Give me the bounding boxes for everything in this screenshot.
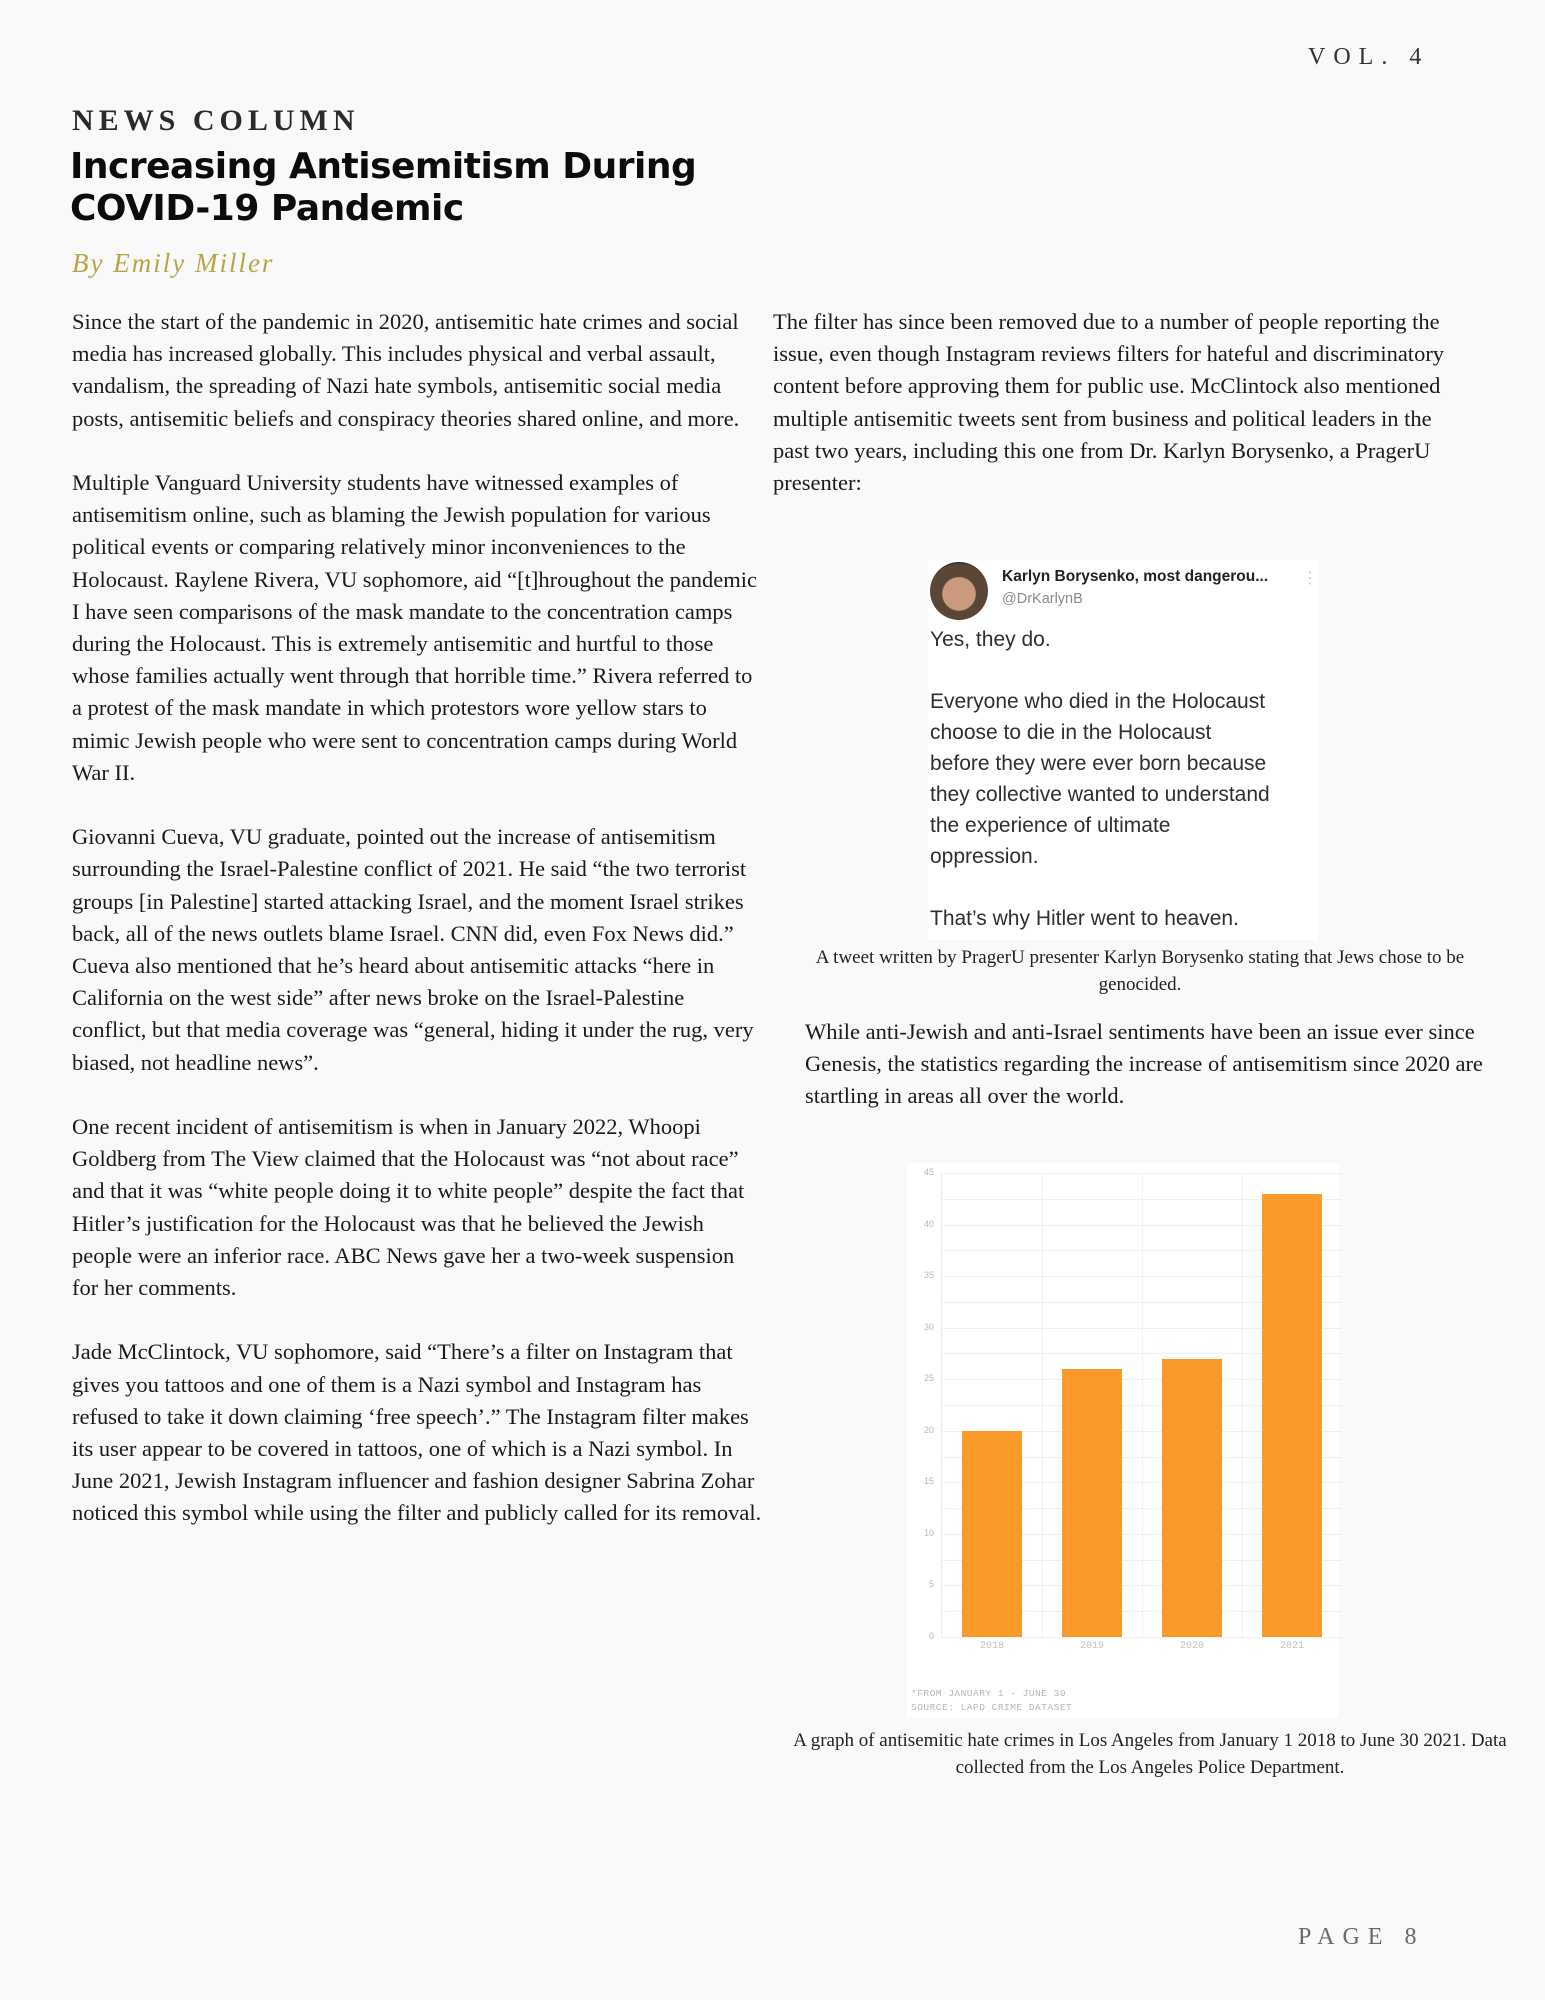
- tweet-embed: [928, 560, 1318, 940]
- chart-note-source: SOURCE: LAPD CRIME DATASET: [911, 1702, 1073, 1713]
- article-title: Increasing Antisemitism During COVID-19 Pandemic: [70, 146, 697, 229]
- right-column-top: [773, 306, 1473, 531]
- vertical-gridline: [1142, 1173, 1143, 1637]
- paragraph: Giovanni Cueva, VU graduate, pointed out the increase of antisemitism surrounding the Israel-Palestine conflict of 2021. He said “the two terrorist groups [in Palestine] started attacking Israel, and the moment Israel strikes back, all of the news outlets blame Israel. CNN did, even Fox News did.” Cueva also mentioned that he’s heard about antisemitic attacks “here in California on the west side” after news broke on the Israel-Palestine conflict, but that media coverage was “general, hiding it under the rug, very biased, not headline news”.: [72, 824, 754, 1075]
- tweet-handle: @DrKarlynB: [1002, 591, 1083, 607]
- tweet-line: [930, 655, 1318, 686]
- tweet-line: they collective wanted to understand: [930, 783, 1270, 806]
- paragraph: Jade McClintock, VU sophomore, said “There’s a filter on Instagram that gives you tattoos and one of them is a Nazi symbol and Instagram has refused to take it down claiming ‘free speech’.” The Instagram filter makes its user appear to be covered in tattoos, one of which is a Nazi symbol. In June 2021, Jewish Instagram influencer and fashion designer Sabrina Zohar noticed this symbol while using the filter and publicly called for its removal.: [72, 1339, 762, 1526]
- paragraph: While anti-Jewish and anti-Israel sentiments have been an issue ever since Genesis, the statistics regarding the increase of antisemitism since 2020 are startling in areas all over the world.: [805, 1019, 1483, 1109]
- tweet-line: That’s why Hitler went to heaven.: [930, 907, 1239, 930]
- left-column: [72, 306, 762, 1562]
- y-tick-label: 45: [923, 1167, 934, 1177]
- bar-2020: [1162, 1359, 1222, 1637]
- tweet-line: Everyone who died in the Holocaust: [930, 690, 1266, 713]
- more-options-icon: ⋮: [1302, 570, 1318, 587]
- x-tick-label: 2021: [1279, 1641, 1304, 1652]
- tweet-line: before they were ever born because: [930, 752, 1267, 775]
- y-tick-label: 40: [923, 1218, 934, 1229]
- paragraph: One recent incident of antisemitism is when in January 2022, Whoopi Goldberg from The View claimed that the Holocaust was “not about race” and that it was “white people doing it to white people” despite the fact that Hitler’s justification for the Holocaust was that he believed the Jewish people were an inferior race. ABC News gave her a two-week suspension for her comments.: [72, 1114, 745, 1301]
- byline: By Emily Miller: [72, 248, 275, 278]
- y-tick-label: 25: [923, 1373, 934, 1384]
- chart-caption: A graph of antisemitic hate crimes in Los Angeles from January 1 2018 to June 30 2021. Data collected from the Los Angeles Police Department.: [793, 1730, 1507, 1778]
- tweet-line: oppression.: [930, 845, 1039, 868]
- avatar-icon: [930, 562, 988, 620]
- y-tick-label: 0: [928, 1631, 934, 1641]
- chart-plot-area: [923, 1167, 1342, 1652]
- y-tick-label: 30: [923, 1321, 934, 1332]
- tweet-line: [930, 872, 1318, 903]
- right-column-middle: [805, 1016, 1485, 1145]
- vertical-gridline: [1242, 1173, 1243, 1637]
- y-tick-label: 35: [923, 1270, 934, 1281]
- y-tick-label: 5: [928, 1579, 934, 1590]
- paragraph: Since the start of the pandemic in 2020, antisemitic hate crimes and social media has increased globally. This includes physical and verbal assault, vandalism, the spreading of Nazi hate symbols, antisemitic social media posts, antisemitic beliefs and conspiracy theories shared online, and more.: [72, 309, 740, 431]
- section-kicker: NEWS COLUMN: [72, 104, 360, 137]
- x-tick-label: 2019: [1079, 1641, 1104, 1652]
- bar-chart: [907, 1163, 1339, 1718]
- paragraph: Multiple Vanguard University students have witnessed examples of antisemitism online, such as blaming the Jewish population for various political events or comparing relatively minor inconveniences to the Holocaust. Raylene Rivera, VU sophomore, aid “[t]hroughout the pandemic I have seen comparisons of the mask mandate to the concentration camps during the Holocaust. This is extremely antisemitic and hurtful to those whose families actually went through that horrible time.” Rivera referred to a protest of the mask mandate in which protestors wore yellow stars to mimic Jewish people who were sent to concentration camps during World War II.: [72, 470, 758, 785]
- y-tick-label: 10: [923, 1527, 934, 1538]
- x-tick-label: 2018: [979, 1641, 1004, 1652]
- page-number: PAGE 8: [1298, 1924, 1425, 1950]
- x-tick-label: 2020: [1179, 1641, 1204, 1652]
- y-tick-label: 20: [923, 1424, 934, 1435]
- volume-label: VOL. 4: [1308, 44, 1430, 70]
- tweet-caption: A tweet written by PragerU presenter Karlyn Borysenko stating that Jews chose to be genocided.: [815, 947, 1465, 995]
- tweet-author-name: Karlyn Borysenko, most dangerou...: [1002, 568, 1269, 585]
- tweet-body: [930, 624, 1318, 934]
- vertical-gridline: [1042, 1173, 1043, 1637]
- y-tick-label: 15: [923, 1476, 934, 1487]
- bar-2018: [962, 1431, 1022, 1637]
- tweet-line: choose to die in the Holocaust: [930, 721, 1212, 744]
- paragraph: The filter has since been removed due to a number of people reporting the issue, even though Instagram reviews filters for hateful and discriminatory content before approving them for public use. McClintock also mentioned multiple antisemitic tweets sent from business and political leaders in the past two years, including this one from Dr. Karlyn Borysenko, a PragerU presenter:: [773, 309, 1445, 496]
- gridline: [942, 1637, 1342, 1638]
- tweet-line: Yes, they do.: [930, 628, 1051, 651]
- bar-2021: [1262, 1194, 1322, 1637]
- chart-note-range: *FROM JANUARY 1 - JUNE 30: [911, 1688, 1067, 1699]
- bar-2019: [1062, 1369, 1122, 1637]
- tweet-line: the experience of ultimate: [930, 814, 1171, 837]
